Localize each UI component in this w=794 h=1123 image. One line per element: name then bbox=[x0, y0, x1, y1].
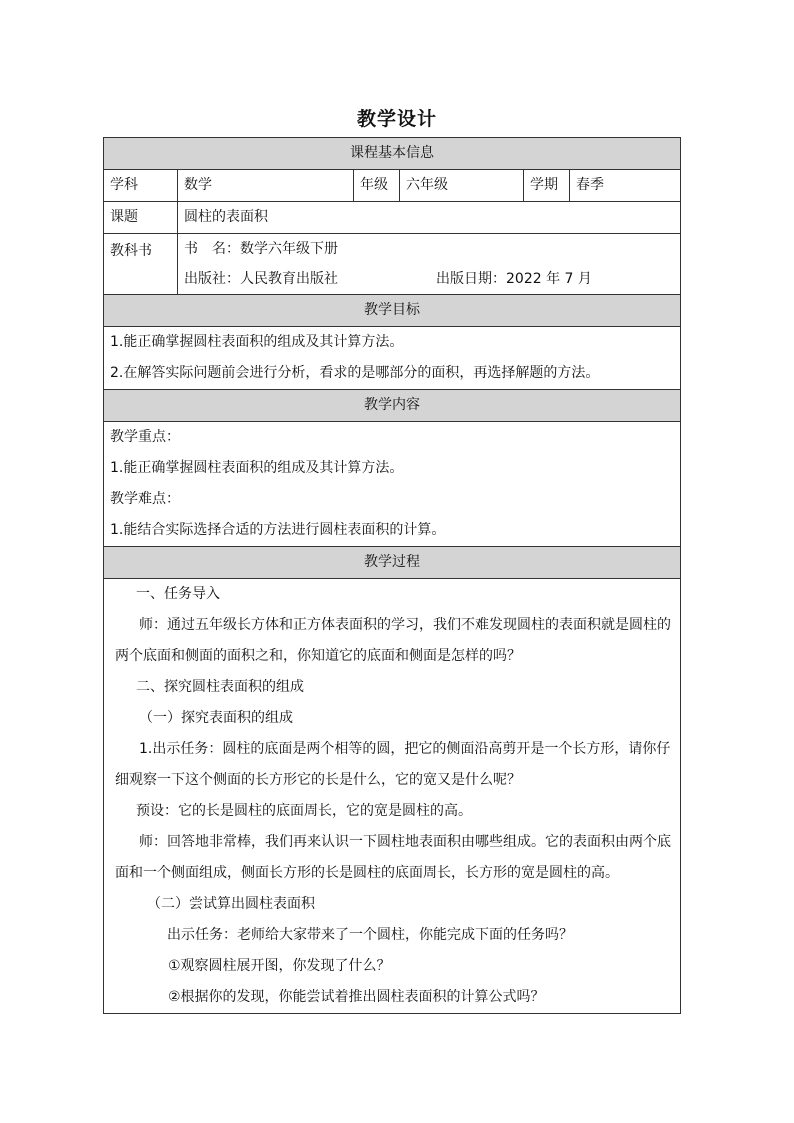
topic-value: 圆柱的表面积 bbox=[178, 202, 681, 234]
publication-date: 出版日期：2022 年 7 月 bbox=[436, 271, 592, 287]
basic-info-header: 课程基本信息 bbox=[104, 138, 681, 170]
term-label: 学期 bbox=[524, 170, 570, 202]
objectives-header: 教学目标 bbox=[104, 295, 681, 327]
objectives-body bbox=[104, 327, 681, 390]
difficulty-item: 1.能结合实际选择合适的方法进行圆柱表面积的计算。 bbox=[110, 522, 446, 538]
objective-item: 2.在解答实际问题前会进行分析，看求的是哪部分的面积，再选择解题的方法。 bbox=[110, 365, 600, 381]
content-header: 教学内容 bbox=[104, 390, 681, 422]
grade-label: 年级 bbox=[354, 170, 400, 202]
textbook-label: 教科书 bbox=[104, 234, 178, 295]
lesson-plan-table bbox=[103, 137, 681, 1014]
process-body bbox=[104, 579, 681, 1014]
process-task-item: ②根据你的发现，你能尝试着推出圆柱表面积的计算公式吗？ bbox=[168, 989, 545, 1005]
key-point-item: 1.能正确掌握圆柱表面积的组成及其计算方法。 bbox=[110, 460, 404, 476]
publisher: 出版社：人民教育出版社 bbox=[184, 271, 338, 287]
document-title: 教学设计 bbox=[356, 108, 437, 130]
process-task: 出示任务：老师给大家带来了一个圆柱，你能完成下面的任务吗？ bbox=[167, 927, 573, 943]
process-subheading: （一）探究表面积的组成 bbox=[139, 710, 293, 726]
objective-item: 1.能正确掌握圆柱表面积的组成及其计算方法。 bbox=[110, 334, 404, 350]
term-value: 春季 bbox=[570, 170, 681, 202]
content-body bbox=[104, 422, 681, 547]
difficulty-label: 教学难点： bbox=[110, 491, 180, 507]
topic-label: 课题 bbox=[104, 202, 178, 234]
process-paragraph: 师：回答地非常棒，我们再来认识一下圆柱地表面积由哪些组成。它的表面积由两个底面和一个侧面组成，侧面长方形的长是圆柱的底面周长，长方形的宽是圆柱的高。 bbox=[115, 834, 671, 881]
grade-value: 六年级 bbox=[400, 170, 524, 202]
book-name: 书 名：数学六年级下册 bbox=[184, 241, 338, 257]
subject-value: 数学 bbox=[178, 170, 354, 202]
process-paragraph: 预设：它的长是圆柱的底面周长，它的宽是圆柱的高。 bbox=[136, 803, 472, 819]
process-paragraph: 1.出示任务：圆柱的底面是两个相等的圆，把它的侧面沿高剪开是一个长方形，请你仔细观察一下这个侧面的长方形它的长是什么，它的宽又是什么呢？ bbox=[115, 741, 671, 788]
process-subheading: （二）尝试算出圆柱表面积 bbox=[147, 896, 315, 912]
process-paragraph: 师：通过五年级长方体和正方体表面积的学习，我们不难发现圆柱的表面积就是圆柱的两个底面和侧面的面积之和，你知道它的底面和侧面是怎样的吗？ bbox=[115, 617, 671, 664]
publisher-line bbox=[184, 264, 674, 294]
process-header: 教学过程 bbox=[104, 547, 681, 579]
key-points-label: 教学重点： bbox=[110, 429, 180, 445]
subject-label: 学科 bbox=[104, 170, 178, 202]
process-heading: 二、探究圆柱表面积的组成 bbox=[136, 679, 304, 695]
textbook-info bbox=[178, 234, 681, 295]
process-task-item: ①观察圆柱展开图，你发现了什么？ bbox=[168, 958, 391, 974]
process-heading: 一、任务导入 bbox=[136, 586, 220, 602]
